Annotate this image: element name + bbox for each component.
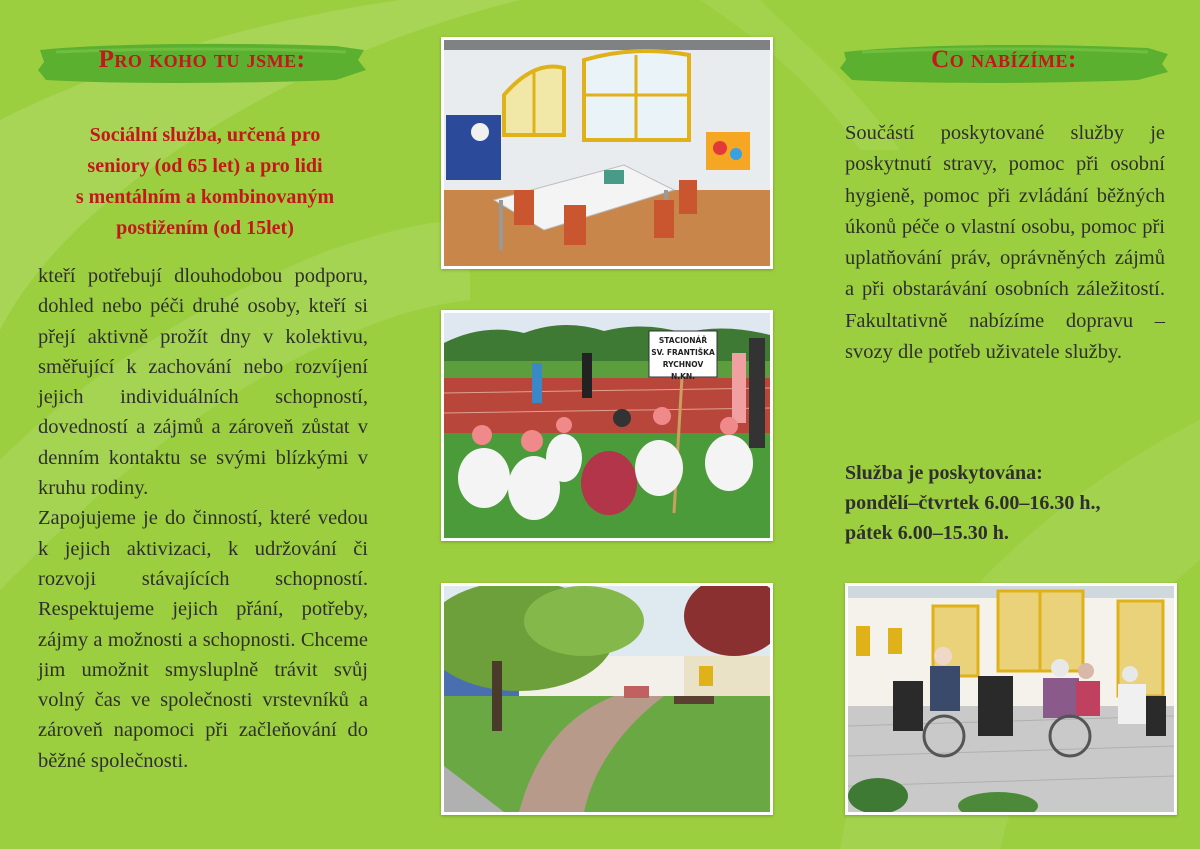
right-paragraph: Součástí poskytované služby je poskytnutí stravy, pomoc při osobní hygieně, pomoc při zvládání běžných úkonů péče o vlastní osobu, pomoc při uplatňování práv, oprávněných zájmů a při obstarávání osobních záležitostí. Fakultativně nabízíme dopravu – svozy dle potřeb uživatele služby. [845,122,1165,364]
sign-line: SV. FRANTIŠKA [651,348,715,357]
right-banner [838,40,1170,86]
subheading-line: s mentálním a kombinovaným [75,186,335,208]
left-banner [36,40,368,86]
left-banner-title: Pro koho tu jsme: [98,46,306,73]
right-banner-title: Co nabízíme: [931,46,1077,73]
photo-interior-room [441,37,773,269]
left-paragraph-1: kteří potřebují dlouhodobou podporu, dohled nebo péči druhé osoby, kteří si přejí aktivně prožít dny v kolektivu, směřující k zachování nebo rozvíjení jejich individuálních schopností, dovedností a zájmů a zároveň zůstat v denním kontaktu se svými blízkými v kruhu rodiny. [38,265,368,500]
subheading-line: seniory (od 65 let) a pro lidi [87,155,323,177]
left-body [38,261,368,776]
photo-sign [650,335,716,383]
hours-line: pátek 6.00–15.30 h. [845,522,1009,544]
photo-terrace-seniors [845,583,1177,815]
sign-line: RYCHNOV N.KN. [662,360,704,381]
subheading-line: Sociální služba, určená pro [89,124,321,146]
sign-line: STACIONÁŘ [658,336,708,345]
hours-line: pondělí–čtvrtek 6.00–16.30 h., [845,492,1101,514]
subheading-line: postižením (od 15let) [116,217,294,239]
right-body [845,118,1165,368]
service-hours [845,458,1175,548]
hours-heading: Služba je poskytována: [845,462,1043,484]
left-paragraph-2: Zapojujeme je do činností, které vedou k jejich aktivizaci, k udržování či rozvoji stávajících schopností. Respektujeme jejich přání, potřeby, zájmy a možnosti a schopnosti. Chceme jim umožnit smysluplně trávit svůj volný čas ve společnosti vrstevníků a zároveň napomoci při začleňování do běžné společnosti. [38,507,368,772]
photo-outdoor-track-event [441,310,773,541]
left-subheading [30,120,380,244]
photo-garden-courtyard [441,583,773,815]
